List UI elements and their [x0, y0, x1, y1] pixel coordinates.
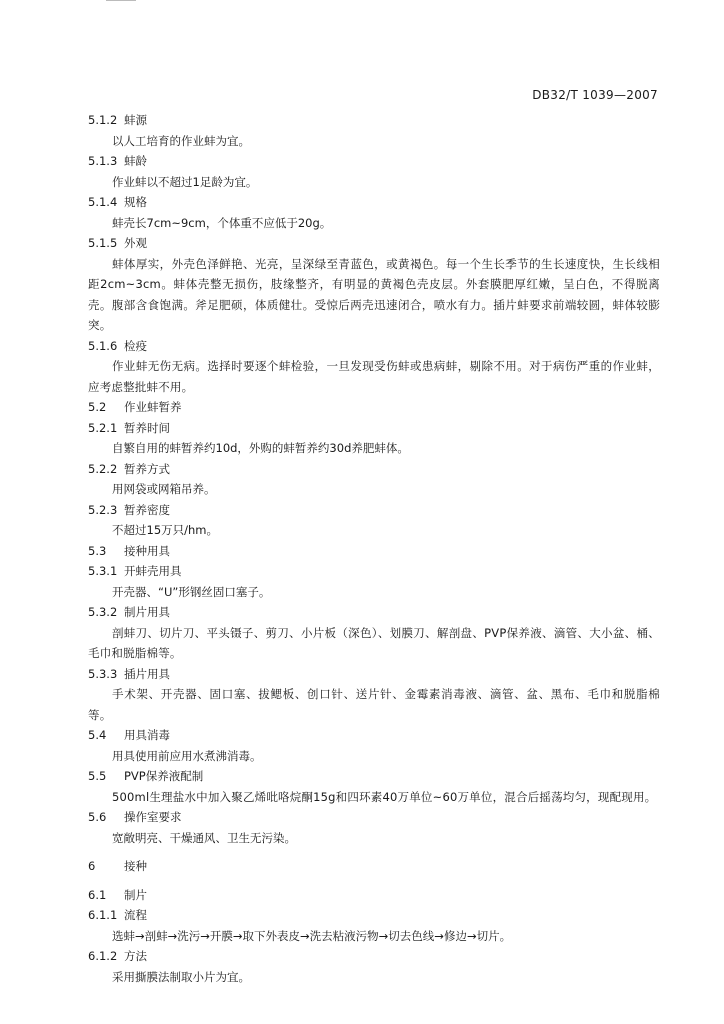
body-line: 用具使用前应用水煮沸消毒。	[112, 748, 262, 763]
section-number: 6.1	[88, 887, 107, 902]
section-number: 5.3.3	[88, 666, 118, 681]
section-heading	[88, 766, 660, 787]
section-heading	[88, 233, 660, 254]
section-heading	[88, 541, 660, 562]
section-heading	[88, 885, 660, 906]
section-title: 方法	[124, 949, 147, 963]
section-title: 蚌龄	[124, 154, 147, 168]
scan-artifact	[106, 0, 136, 4]
section-heading	[88, 856, 660, 877]
section-number: 6	[88, 859, 96, 873]
document-code: DB32/T 1039—2007	[532, 88, 658, 102]
section-number: 5.3.2	[88, 605, 118, 619]
section-heading	[88, 192, 660, 213]
section-title: 规格	[124, 195, 147, 209]
section-number: 6.1.2	[88, 949, 118, 963]
section-heading	[88, 336, 660, 357]
section-title: 暂养密度	[124, 502, 170, 517]
section-number: 5.6	[88, 810, 107, 824]
section-title: 接种	[124, 859, 147, 873]
section-heading	[88, 807, 660, 828]
section-number: 5.4	[88, 728, 107, 742]
section-number: 5.3.1	[88, 564, 118, 578]
section-heading	[88, 151, 660, 172]
body-paragraph: 作业蚌无伤无病。选择时要逐个蚌检验，一旦发现受伤蚌或患病蚌，剔除不用。对于病伤严重的作业蚌，应考虑整批蚌不用。	[88, 359, 660, 394]
section-heading	[88, 946, 660, 967]
section-heading	[88, 602, 660, 623]
section-title: 暂养时间	[124, 420, 170, 435]
section-title: 接种用具	[124, 543, 170, 558]
section-heading	[88, 561, 660, 582]
section-title: 外观	[124, 236, 147, 250]
body-paragraph: 手术架、开壳器、固口塞、拔鳃板、创口针、送片针、金霉素消毒液、滴管、盆、黑布、毛巾和脱脂棉等。	[88, 687, 660, 722]
body-line: 不超过15万只/hm。	[112, 523, 218, 537]
section-number: 5.2.1	[88, 420, 118, 435]
section-heading	[88, 905, 660, 926]
section-number: 5.2	[88, 400, 107, 414]
body-line: 开壳器、“U”形钢丝固口塞子。	[112, 584, 271, 599]
section-heading	[88, 418, 660, 439]
body-line: 采用撕膜法制取小片为宜。	[112, 969, 250, 984]
section-number: 5.1.2	[88, 113, 118, 127]
section-number: 5.1.4	[88, 195, 118, 209]
section-gap	[88, 848, 660, 856]
section-heading	[88, 397, 660, 418]
section-title: 用具消毒	[124, 728, 170, 742]
body-line: 作业蚌以不超过1足龄为宜。	[112, 174, 258, 189]
section-number: 5.1.3	[88, 154, 118, 168]
body-line: 选蚌→剖蚌→洗污→开膜→取下外表皮→洗去粘液污物→切去色线→修边→切片。	[112, 928, 512, 943]
body-line: 宽敞明亮、干燥通风、卫生无污染。	[112, 830, 296, 845]
section-number: 5.5	[88, 769, 107, 783]
document-body	[88, 110, 660, 987]
section-heading	[88, 110, 660, 131]
section-title: 作业蚌暂养	[124, 400, 182, 414]
section-heading	[88, 500, 660, 521]
body-line: 用网袋或网箱吊养。	[112, 482, 216, 496]
body-line: 以人工培育的作业蚌为宜。	[112, 133, 250, 148]
section-title: 蚌源	[124, 113, 147, 127]
body-paragraph: 500ml生理盐水中加入聚乙烯吡咯烷酮15g和四环素40万单位~60万单位，混合后摇荡均匀，现配现用。	[112, 789, 657, 804]
section-title: 检疫	[124, 338, 147, 353]
section-gap	[88, 877, 660, 885]
section-heading	[88, 459, 660, 480]
body-paragraph: 剖蚌刀、切片刀、平头镊子、剪刀、小片板（深色）、划膜刀、解剖盘、PVP保养液、滴管、大小盆、桶、毛巾和脱脂棉等。	[88, 625, 660, 660]
section-heading	[88, 664, 660, 685]
section-title: 制片用具	[124, 605, 170, 619]
section-title: 暂养方式	[124, 461, 170, 476]
body-line: 自繁自用的蚌暂养约10d，外购的蚌暂养约30d养肥蚌体。	[112, 441, 409, 455]
section-title: 操作室要求	[124, 810, 182, 824]
section-number: 5.3	[88, 543, 107, 558]
section-number: 6.1.1	[88, 908, 118, 922]
section-number: 5.2.2	[88, 461, 118, 476]
section-title: 流程	[124, 908, 147, 922]
body-line: 蚌壳长7cm~9cm，个体重不应低于20g。	[112, 215, 332, 230]
section-number: 5.1.6	[88, 338, 118, 353]
section-title: PVP保养液配制	[124, 769, 204, 783]
section-title: 制片	[124, 887, 147, 902]
section-number: 5.2.3	[88, 502, 118, 517]
section-number: 5.1.5	[88, 236, 118, 250]
body-paragraph: 蚌体厚实，外壳色泽鲜艳、光亮，呈深绿至青蓝色，或黄褐色。每一个生长季节的生长速度快，生长线相距2cm~3cm。蚌体壳整无损伤，肢缘整齐，有明显的黄褐色壳皮层。外套膜肥厚红嫩，呈白色，不得脱离壳。腹部含食饱满。斧足肥硕，体质健壮。受惊后两壳迅速闭合，喷水有力。插片蚌要求前端较圆，蚌体较膨突。	[88, 256, 660, 332]
section-title: 插片用具	[124, 666, 170, 681]
section-heading	[88, 725, 660, 746]
section-title: 开蚌壳用具	[124, 564, 182, 578]
